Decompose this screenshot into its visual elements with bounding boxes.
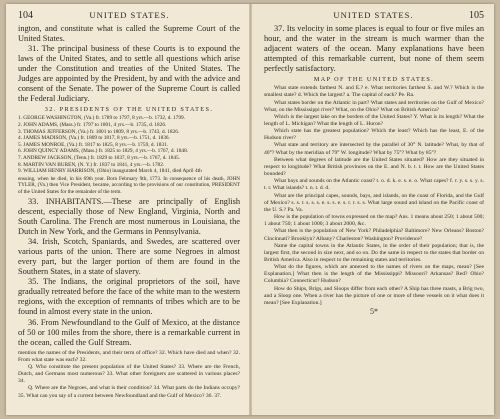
left-paragraph-33: 33. INHABITANTS.—These are principally of English descent, especially those of New England, Virginia, North and South Carolina. The French are most numerous in Louisiana, the Dutch in New York, and the Germans in Pennsylvania.: [18, 196, 240, 237]
question-block: How do Ships, Brigs, and Sloops differ from each other? A Ship has three masts, a Brig two, and a Sloop one. When a river has the picture of one or more of these vessels on it what does it mean? [See Explanation.]: [264, 285, 484, 306]
left-page-header: [18, 10, 240, 21]
list-item: 9. WILLIAM HENRY HARRISON, (Ohio) inaugurated March 4, 1841, died April 4th: [18, 168, 202, 175]
question-block: Name the capital towns in the Atlantic States, in the order of their population; that is, the largest first, the second in size next, and so on. Do the same in respect to the states that border on British America. Also in respect to the remaining states and territories.: [264, 242, 484, 263]
left-paragraph-continuation: ington, and constitute what is called the Supreme Court of the United States.: [18, 24, 240, 44]
left-paragraph-36: 36. From Newfoundland to the Gulf of Mexico, at the distance of 50 or 100 miles from the shore, there is a remarkable current in the ocean, called the Gulf Stream.: [18, 317, 240, 347]
list-item: 7. ANDREW JACKSON, (Tenn.) fr. 1829 to 1837, 8 yrs.—b. 1767, d. 1845.: [18, 154, 180, 161]
left-running-head: UNITED STATES.: [89, 10, 170, 20]
left-questions: [18, 350, 240, 400]
question-block: What state and territory are intersected by the parallel of 30° N. latitude? What, by that of 40°? What by the meridian of 79° W. longitude? What by 75°? What by 85°?: [264, 142, 484, 156]
list-item: 5. JAMES MONROE, (Va.) fr. 1817 to 1825, 8 yrs.—b. 1759, d. 1831.: [18, 141, 169, 148]
book-spread: [6, 4, 494, 415]
question-block: What states border on the Atlantic in part? What states and territories on the Gulf of Mexico? What, on the Mississippi river? What, on the Ohio? What on British America?: [264, 99, 484, 113]
right-page: [250, 4, 494, 415]
list-item: 3. THOMAS JEFFERSON, (Va.) fr. 1801 to 1809, 8 yrs.—b. 1743, d. 1826.: [18, 128, 180, 135]
question-block: Between what degrees of latitude are the United States situated? How are they situated in respect to longitude? What British provinces on the E. and N. b. t. t. How are the United States bounded?: [264, 156, 484, 178]
left-paragraph-35: 35. The Indians, the original proprietors of the soil, have gradually retreated before the face of the white man to the western regions, with the exception of remnants of tribes which are to be found in almost every state in the union.: [18, 277, 240, 317]
map-heading: MAP OF THE UNITED STATES.: [313, 76, 435, 84]
list-item: 2. JOHN ADAMS, (Mass.) fr. 1797 to 1801, 4 yrs.—b. 1735, d. 1826.: [18, 121, 167, 128]
question-block: Q. Where are the Negroes, and what is their condition? 34. What parts do the Indians occupy? 35. What can you say of a current between Newfoundland and the Gulf of Mexico? 36. 37.: [18, 385, 240, 399]
signature-mark: 5*: [370, 307, 378, 317]
right-page-header: [264, 10, 484, 21]
list-item: 6. JOHN QUINCY ADAMS, (Mass.) fr. 1825 to 1829, 4 yrs.—b. 1767, d. 1848.: [18, 148, 189, 155]
presidents-heading: 32. PRESIDENTS OF THE UNITED STATES.: [44, 106, 214, 114]
question-block: What state extends farthest N. and E.? e. What territories farthest S. and W.? Which is the smallest state? d. Which the largest? a. The capital of each? Pe. Ra.: [264, 85, 484, 99]
right-paragraph-37: 37. Its velocity in some places is equal to four or five miles an hour, and the water in the stream is much warmer than the adjacent waters of the ocean. Many explanations have been attempted of this remarkable current, but none of them seem perfectly satisfactory.: [264, 24, 484, 74]
book-gutter: [249, 4, 252, 415]
left-page-number: 104: [18, 10, 33, 21]
presidents-note: ensuing, when he died, in his 69th year. Born February 9th, 1773. In consequence of his death, JOHN TYLER, (Va.) then Vice President, became, according to the provisions of our constitution, PRESIDENT of the United States for the remainder of the term.: [18, 175, 240, 195]
presidents-list: [18, 115, 240, 174]
list-item: 1. GEORGE WASHINGTON, (Va.) fr. 1789 to 1797, 8 yrs.—b. 1732, d. 1799.: [18, 115, 185, 122]
question-block: How is the population of towns expressed on the map? Ans. 1 means about 250; 1 about 500; 1 about 750; 1 about 1000; 3 about 2000, &c.: [264, 214, 484, 228]
left-paragraph-31: 31. The principal business of these Courts is to expound the laws of the United States, and to settle all questions which arise under the Constitution and treaties of the United States. The Judges are appointed by the President, by and with the advice and consent of the Senate. The power of the Supreme Court is called the Federal Judiciary.: [18, 44, 240, 104]
question-block: What bays and sounds on the Atlantic coast? t. o. d. k. e. s. e. o. What capes? f. r. y. s. s. y. s. t. r. What islands? t. n. t. d. d.: [264, 178, 484, 192]
left-paragraph-34: 34. Irish, Scotch, Spaniards, and Swedes, are scattered over various parts of the union. There are some Negroes in almost every part, but the larger portion of them are found in the Southern States, in a state of slavery.: [18, 237, 240, 277]
list-item: 8. MARTIN VAN BUREN, (N. Y.) fr. 1837 to 1841, 4 yrs.—b. 1782.: [18, 161, 165, 168]
question-block: mention the names of the Presidents, and their term of office? 32. Which have died and when? 32. From what state was each? 32.: [18, 349, 240, 363]
question-block: Which state has the greatest population? Which the least? Which has the least, E. of the Hudson river?: [264, 128, 484, 142]
right-running-head: UNITED STATES.: [333, 10, 414, 20]
question-block: Q. Who constitute the present population of the United States? 33. Where are the French, Dutch, and Germans most numerous? 33. What other foreigners are scattered in various places? 34.: [18, 363, 240, 385]
right-page-number: 105: [469, 10, 484, 21]
question-block: What do the figures, which are annexed to the names of rivers on the maps, mean? [See Explanation.] What then is the length of the Mississippi? Missouri? Arkansas? Red? Ohio? Columbia? Connecticut? Hudson?: [264, 264, 484, 285]
map-questions: [264, 85, 484, 307]
list-item: 4. JAMES MADISON, (Va.) fr. 1809 to 1817, 8 yrs.—b. 1751, d. 1836.: [18, 135, 170, 142]
left-page: [6, 4, 250, 415]
question-block: Which is the largest lake on the borders of the United States? Y. What is its length? What the length of L. Michigan? What the length of L. Huron?: [264, 113, 484, 128]
question-block: What then is the population of New York? Philadelphia? Baltimore? New Orleans? Boston? Cincinnati? Brooklyn? Albany? Charleston? Washington? Providence?: [264, 228, 484, 242]
question-block: What are the principal capes, sounds, bays, and islands, on the coast of Florida, and the Gulf of Mexico? s. s. r. s. s. s. e. s. s. e. s. r. r. s. s. What large sound and island on the Pacific coast of the U. S.? Pa. Va.: [264, 192, 484, 213]
